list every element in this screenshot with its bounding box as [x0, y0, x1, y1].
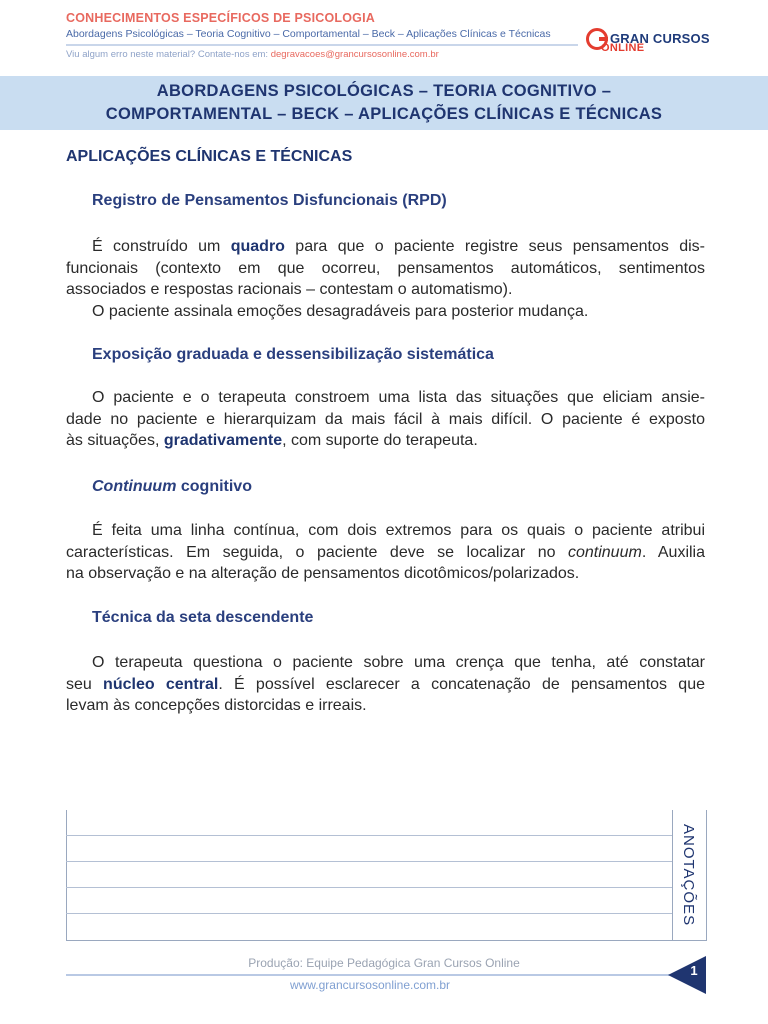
logo-gran-text: GRAN CURSOS [610, 31, 710, 46]
heading-exposicao: Exposição graduada e dessensibilização sistemática [92, 346, 494, 363]
header-subject: CONHECIMENTOS ESPECÍFICOS DE PSICOLOGIA [66, 11, 375, 25]
paragraph-line: levam às concepções distorcidas e irreais. [66, 697, 367, 714]
header-divider [66, 44, 578, 46]
paragraph-line: O paciente assinala emoções desagradáveis para posterior mudança. [92, 302, 589, 320]
notes-label: ANOTAÇÕES [680, 823, 697, 927]
chapter-banner [0, 76, 768, 130]
paragraph-line: seu núcleo central. É possível esclarecer a concatenação de pensamentos que [66, 675, 705, 693]
footer-divider [66, 974, 670, 976]
paragraph-line: funcionais (contexto em que ocorreu, pensamentos automáticos, sentimentos [66, 259, 705, 277]
paragraph-line: O paciente e o terapeuta constroem uma lista das situações que eliciam ansie- [92, 389, 705, 406]
notes-area [66, 810, 706, 941]
notes-line [66, 887, 672, 888]
notes-line [66, 913, 672, 914]
header-contact [66, 49, 439, 60]
contact-email-link[interactable]: degravacoes@grancursosonline.com.br [270, 49, 439, 60]
keyword-gradativamente: gradativamente [163, 432, 283, 449]
paragraph-continuum [66, 520, 705, 585]
paragraph-line: às situações, gradativamente, com suporte do terapeuta. [66, 432, 478, 449]
logo-online-text: ONLINE [601, 42, 645, 54]
paragraph-line: É feita uma linha contínua, com dois extremos para os quais o paciente atribui [92, 522, 705, 539]
paragraph-exposicao [66, 387, 705, 452]
footer-url-link[interactable]: www.grancursosonline.com.br [289, 978, 451, 992]
notes-line [66, 835, 672, 836]
keyword-nucleo-central: núcleo central [103, 675, 219, 693]
header-topic: Abordagens Psicológicas – Teoria Cognitivo – Comportamental – Beck – Aplicações Clínicas e Técnicas [66, 28, 551, 40]
page-number: 1 [690, 963, 698, 978]
paragraph-line: características. Em seguida, o paciente deve se localizar no continuum. Auxilia [66, 543, 705, 561]
heading-continuum: Continuum cognitivo [92, 478, 252, 495]
heading-seta-descendente: Técnica da seta descendente [92, 609, 314, 626]
banner-title-line-2: COMPORTAMENTAL – BECK – APLICAÇÕES CLÍNICAS E TÉCNICAS [105, 105, 663, 123]
italic-continuum: continuum [567, 543, 642, 561]
contact-prefix: Viu algum erro neste material? Contate-nos em: [66, 49, 271, 60]
page-header [66, 8, 710, 68]
paragraph-line: O terapeuta questiona o paciente sobre uma crença que tenha, até constatar [92, 654, 705, 671]
paragraph-line: na observação e na alteração de pensamentos dicotômicos/polarizados. [66, 565, 580, 582]
footer-production: Produção: Equipe Pedagógica Gran Cursos Online [248, 956, 520, 970]
heading-rpd: Registro de Pensamentos Disfuncionais (RPD) [92, 192, 447, 209]
paragraph-line: dade no paciente e hierarquizam da mais fácil à mais difícil. O paciente é exposto [66, 410, 705, 428]
notes-lines-box[interactable] [66, 810, 673, 941]
notes-line [66, 861, 672, 862]
paragraph-line: associados e respostas racionais – contestam o automatismo). [66, 281, 513, 298]
paragraph-rpd [66, 236, 705, 322]
keyword-quadro: quadro [230, 238, 285, 255]
gran-cursos-logo [586, 28, 711, 56]
paragraph-seta-descendente [66, 652, 705, 717]
paragraph-line: É construído um quadro para que o paciente registre seus pensamentos dis- [92, 238, 705, 255]
section-title: APLICAÇÕES CLÍNICAS E TÉCNICAS [66, 148, 353, 165]
banner-title-line-1: ABORDAGENS PSICOLÓGICAS – TEORIA COGNITIVO – [156, 82, 612, 100]
